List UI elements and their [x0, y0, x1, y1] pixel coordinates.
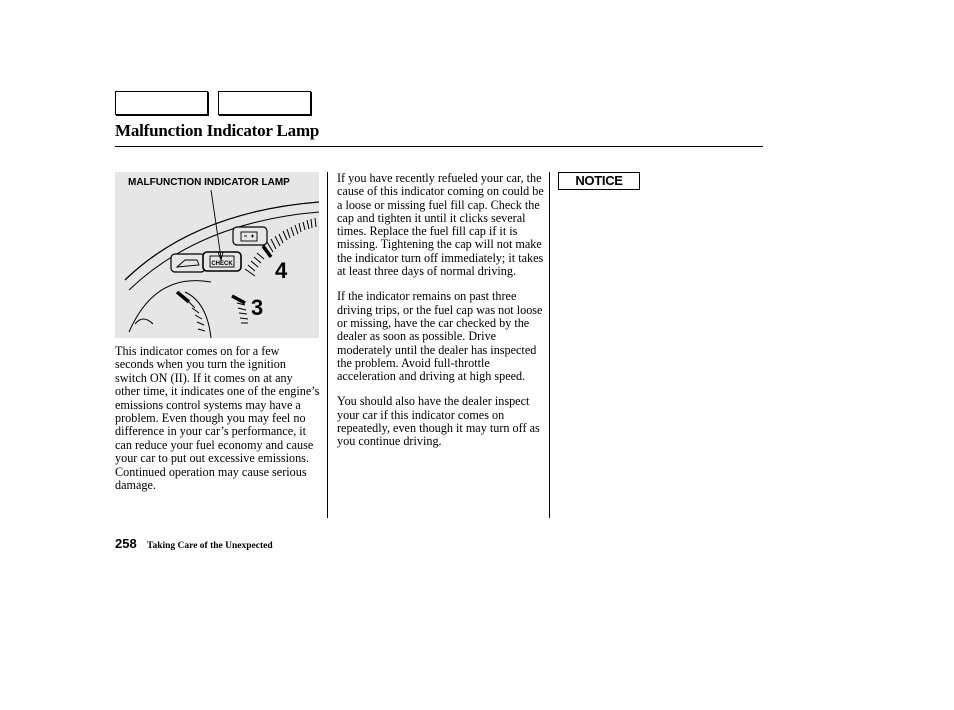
paragraph-remains-on: If the indicator remains on past three driving trips, or the fuel cap was not loose or missing, have the car checked by the dealer as soon as possible. Drive moderately until the dealer has inspected the problem. Avoid full-throttle acceleration and driving at high speed.	[337, 289, 543, 384]
nav-tab-next[interactable]	[218, 91, 311, 115]
title-rule	[115, 146, 763, 147]
column-divider	[549, 172, 550, 518]
gauge-number-3: 3	[251, 295, 264, 320]
intro-paragraph: This indicator comes on for a few seconds when you turn the ignition switch ON (II). If it comes on at any other time, it indicates one of the engine’s emissions control systems may have a problem. Even though you may feel no difference in your car’s performance, it can reduce your fuel economy and cause your car to put out excessive emissions. Continued operation may cause serious damage.	[115, 344, 320, 493]
oil-pressure-icon	[171, 254, 205, 272]
battery-icon	[233, 227, 267, 245]
section-name: Taking Care of the Unexpected	[147, 541, 273, 551]
body-column	[337, 172, 544, 461]
gauge-number-4: 4	[275, 258, 288, 283]
gauge-illustration	[115, 172, 319, 338]
nav-tab-previous[interactable]	[115, 91, 208, 115]
page-title: Malfunction Indicator Lamp	[115, 121, 320, 140]
column-divider	[327, 172, 328, 518]
figure-label: MALFUNCTION INDICATOR LAMP	[128, 177, 290, 188]
page-number: 258	[115, 536, 137, 551]
notice-label: NOTICE	[558, 172, 640, 190]
paragraph-repeatedly: You should also have the dealer inspect your car if this indicator comes on repeatedly, even though it may turn off as you continue driving.	[337, 394, 540, 449]
paragraph-refuel: If you have recently refueled your car, the cause of this indicator coming on could be a loose or missing fuel fill cap. Check the cap and tighten it until it clicks several times. Replace the fuel fill cap if it is missing. Tightening the cap will not make the indicator turn off immediately; it takes at least three days of normal driving.	[337, 171, 544, 279]
gauge-cluster-drawing	[115, 172, 319, 338]
svg-text:CHECK: CHECK	[211, 261, 233, 267]
